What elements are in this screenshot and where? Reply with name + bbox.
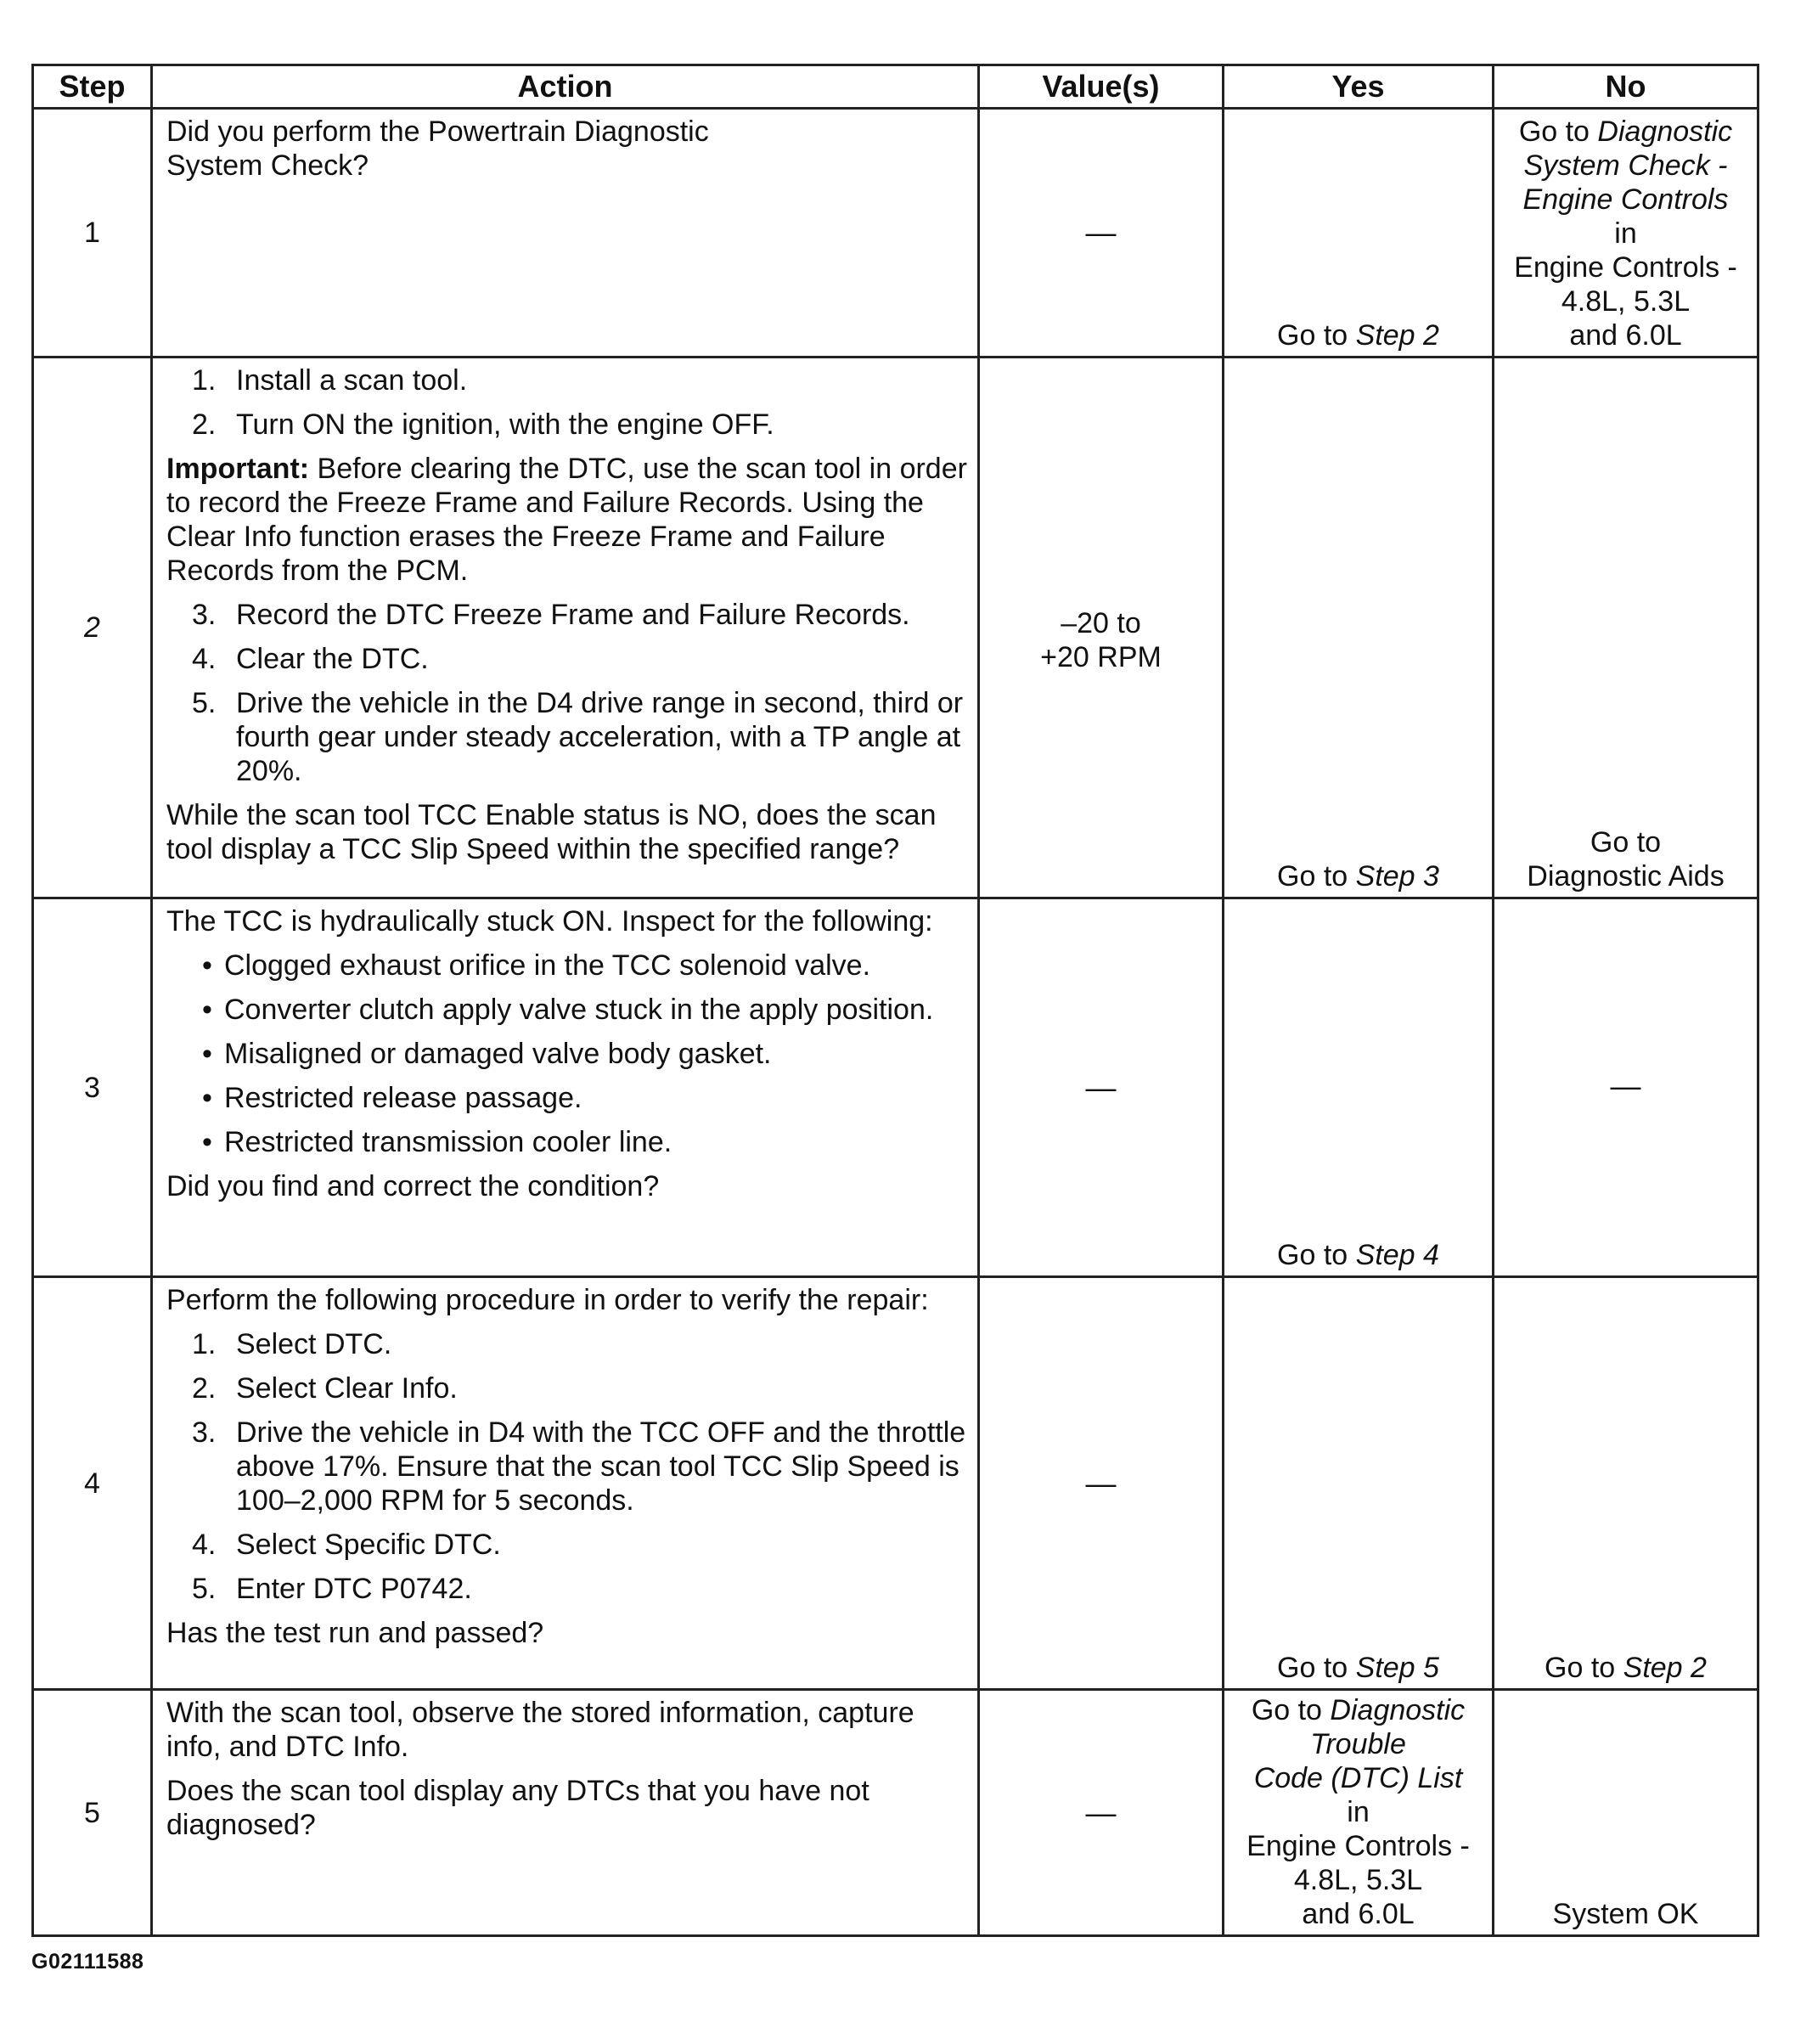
yes-text: Engine Controls - (1246, 1830, 1470, 1862)
diagnostic-link[interactable]: Trouble (1310, 1728, 1406, 1760)
bullet-item: • Misaligned or damaged valve body gasket. (202, 1038, 772, 1070)
header-step: Step (33, 65, 152, 109)
action-question: Has the test run and passed? (166, 1617, 544, 1649)
yes-cell (1224, 1690, 1494, 1936)
no-cell (1494, 358, 1758, 898)
action-cell (152, 109, 979, 358)
no-prefix: Go to (1545, 1652, 1623, 1684)
yes-cell (1224, 358, 1494, 898)
action-cell (152, 358, 979, 898)
no-cell (1494, 109, 1758, 358)
bullet-item: • Restricted transmission cooler line. (202, 1126, 672, 1158)
header-no: No (1494, 65, 1758, 109)
value-cell: — (979, 109, 1224, 358)
action-text: System Check? (166, 149, 369, 182)
value-cell: — (979, 898, 1224, 1277)
diagnostic-link[interactable]: Code (DTC) List (1253, 1762, 1463, 1794)
no-text: and 6.0L (1569, 319, 1682, 352)
bullet-item: • Clogged exhaust orifice in the TCC solenoid valve. (202, 949, 871, 982)
action-text: Did you perform the Powertrain Diagnostic (166, 115, 709, 148)
action-text: With the scan tool, observe the stored information, capture info, and DTC Info. (166, 1697, 914, 1763)
yes-cell (1224, 109, 1494, 358)
yes-text: in (1347, 1796, 1370, 1828)
action-question: While the scan tool TCC Enable status is NO, does the scan tool display a TCC Slip Speed within the specified range? (166, 799, 937, 865)
numbered-item: 2. Select Clear Info. (192, 1372, 458, 1405)
bullet-item: • Converter clutch apply valve stuck in the apply position. (202, 994, 934, 1026)
value-cell: — (979, 1690, 1224, 1936)
step-number: 4 (33, 1277, 152, 1690)
value-cell (979, 358, 1224, 898)
bullet-item: • Restricted release passage. (202, 1082, 582, 1114)
header-row (33, 65, 1758, 109)
header-yes: Yes (1224, 65, 1494, 109)
table-row-step-4 (33, 1277, 1758, 1690)
numbered-item: 3. Record the DTC Freeze Frame and Failure Records. (192, 599, 910, 631)
no-cell: System OK (1494, 1690, 1758, 1936)
numbered-item: 2. Turn ON the ignition, with the engine OFF. (192, 408, 774, 441)
yes-cell (1224, 898, 1494, 1277)
step-link[interactable]: Step 3 (1355, 860, 1439, 892)
numbered-item: 5. Enter DTC P0742. (192, 1573, 472, 1605)
yes-cell (1224, 1277, 1494, 1690)
important-note: Important: Before clearing the DTC, use the scan tool in order to record the Freeze Frame and Failure Records. Using the Clear Info function erases the Freeze Frame and Failure Records from the PCM. (166, 453, 967, 587)
step-link[interactable]: Step 4 (1355, 1239, 1439, 1271)
value-text: +20 RPM (1040, 641, 1162, 673)
step-link[interactable]: Step 2 (1355, 319, 1439, 352)
yes-prefix: Go to (1277, 319, 1356, 352)
value-text: –20 to (1061, 607, 1141, 639)
no-cell (1494, 1277, 1758, 1690)
table-row-step-1 (33, 109, 1758, 358)
step-number: 2 (33, 358, 152, 898)
step-number: 5 (33, 1690, 152, 1936)
diagnostic-table (31, 64, 1759, 1937)
no-text: Engine Controls - (1514, 251, 1737, 284)
step-number: 1 (33, 109, 152, 358)
table-row-step-2 (33, 358, 1758, 898)
action-text: Perform the following procedure in order to verify the repair: (166, 1284, 929, 1316)
header-action: Action (152, 65, 979, 109)
no-text: Go to (1590, 826, 1662, 859)
numbered-item: 1. Install a scan tool. (192, 364, 468, 397)
action-cell (152, 1277, 979, 1690)
yes-prefix: Go to (1277, 860, 1356, 892)
numbered-item: 1. Select DTC. (192, 1328, 392, 1360)
step-link[interactable]: Step 2 (1623, 1652, 1707, 1684)
no-cell: — (1494, 898, 1758, 1277)
action-question: Did you find and correct the condition? (166, 1170, 660, 1202)
diagnostic-aids-link[interactable]: Diagnostic Aids (1527, 860, 1725, 892)
value-cell: — (979, 1277, 1224, 1690)
diagnostic-link[interactable]: Diagnostic (1330, 1694, 1466, 1726)
numbered-item: 3. Drive the vehicle in D4 with the TCC OFF and the throttle above 17%. Ensure that the scan tool TCC Slip Speed is 100–2,000 RPM for 5 seconds. (192, 1416, 966, 1517)
numbered-item: 5. Drive the vehicle in the D4 drive range in second, third or fourth gear under steady acceleration, with a TP angle at 20%. (192, 687, 964, 787)
action-cell (152, 898, 979, 1277)
no-text: in (1614, 217, 1637, 250)
diagnostic-link[interactable]: Diagnostic (1597, 115, 1733, 148)
diagnostic-link[interactable]: System Check - (1523, 149, 1728, 182)
header-values: Value(s) (979, 65, 1224, 109)
yes-prefix: Go to (1277, 1239, 1356, 1271)
table-row-step-3 (33, 898, 1758, 1277)
action-cell (152, 1690, 979, 1936)
yes-prefix: Go to (1251, 1694, 1331, 1726)
numbered-item: 4. Clear the DTC. (192, 643, 429, 675)
diagnostic-link[interactable]: Engine Controls (1522, 183, 1729, 216)
action-text: The TCC is hydraulically stuck ON. Inspect for the following: (166, 905, 933, 938)
figure-id: G02111588 (31, 1950, 144, 1974)
step-link[interactable]: Step 5 (1355, 1652, 1439, 1684)
step-number: 3 (33, 898, 152, 1277)
table-row-step-5 (33, 1690, 1758, 1936)
action-question: Does the scan tool display any DTCs that you have not diagnosed? (166, 1775, 869, 1841)
yes-text: and 6.0L (1302, 1898, 1415, 1930)
yes-text: 4.8L, 5.3L (1293, 1864, 1423, 1896)
yes-prefix: Go to (1277, 1652, 1356, 1684)
no-prefix: Go to (1518, 115, 1598, 148)
numbered-item: 4. Select Specific DTC. (192, 1529, 501, 1561)
no-text: 4.8L, 5.3L (1561, 285, 1691, 318)
